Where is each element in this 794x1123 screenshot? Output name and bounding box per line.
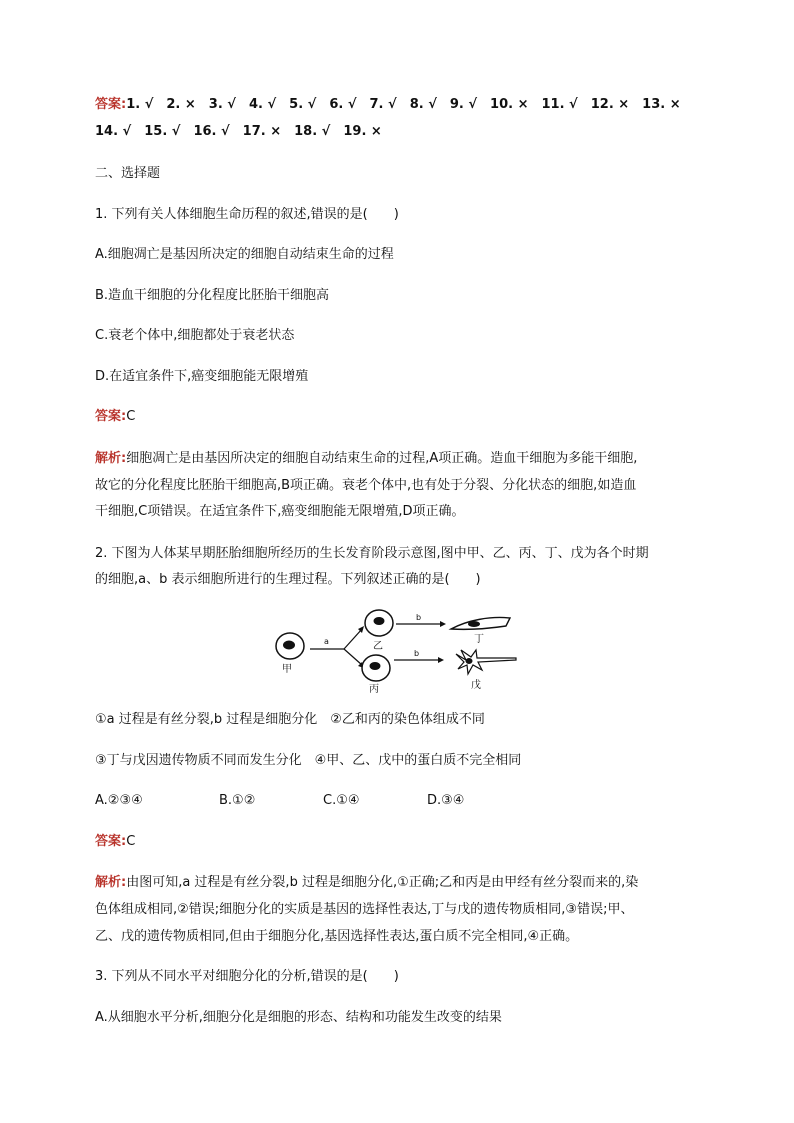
q1-analysis-line1 bbox=[95, 450, 637, 468]
q1-analysis-line2: 故它的分化程度比胚胎干细胞高,B项正确。衰老个体中,也有处于分裂、分化状态的细胞,如造血 bbox=[95, 478, 637, 493]
nucleus-wu bbox=[466, 658, 473, 664]
q2-analysis-label: 解析: bbox=[95, 875, 127, 890]
top-answers bbox=[95, 96, 681, 114]
q2-stem-line2: 的细胞,a、b 表示细胞所进行的生理过程。下列叙述正确的是( ) bbox=[95, 572, 481, 587]
q1-stem: 1. 下列有关人体细胞生命历程的叙述,错误的是( ) bbox=[95, 207, 399, 222]
q2-analysis-line1 bbox=[95, 874, 638, 892]
nucleus-yi bbox=[374, 617, 385, 625]
q1-option-c: C.衰老个体中,细胞都处于衰老状态 bbox=[95, 328, 295, 343]
label-jia: 甲 bbox=[282, 664, 292, 675]
answer-label: 答案: bbox=[95, 97, 127, 112]
q3-stem: 3. 下列从不同水平对细胞分化的分析,错误的是( ) bbox=[95, 969, 399, 984]
arrow-b-top-head bbox=[440, 621, 446, 627]
nucleus-jia bbox=[283, 641, 295, 650]
label-bing: 丙 bbox=[369, 684, 379, 694]
label-b-bottom: b bbox=[414, 649, 420, 658]
q1-option-b: B.造血干细胞的分化程度比胚胎干细胞高 bbox=[95, 288, 330, 303]
answer-list-row1: 1. √ 2. × 3. √ 4. √ 5. √ 6. √ 7. √ 8. √ 9. √ 10. × 11. √ 12. × 13. × bbox=[126, 97, 681, 112]
q1-analysis-text1: 细胞凋亡是由基因所决定的细胞自动结束生命的过程,A项正确。造血干细胞为多能干细胞, bbox=[126, 451, 638, 466]
q1-answer-label: 答案: bbox=[95, 409, 127, 424]
branch-down bbox=[344, 649, 362, 665]
label-yi: 乙 bbox=[373, 641, 383, 652]
arrow-b-bottom-head bbox=[438, 657, 444, 663]
branch-up bbox=[344, 629, 362, 649]
q2-option-c: C.①④ bbox=[323, 793, 360, 808]
q1-analysis-label: 解析: bbox=[95, 451, 127, 466]
cell-differentiation-diagram bbox=[268, 602, 530, 694]
q3-option-a: A.从细胞水平分析,细胞分化是细胞的形态、结构和功能发生改变的结果 bbox=[95, 1010, 502, 1025]
q2-statements-2: ③丁与戊因遗传物质不同而发生分化 ④甲、乙、戊中的蛋白质不完全相同 bbox=[95, 753, 522, 768]
q2-answer-label: 答案: bbox=[95, 834, 127, 849]
label-wu: 戊 bbox=[471, 680, 481, 691]
label-b-top: b bbox=[416, 613, 422, 622]
cell-wu bbox=[456, 650, 516, 674]
cell-ding bbox=[451, 617, 510, 629]
nucleus-bing bbox=[370, 662, 381, 670]
label-ding: 丁 bbox=[474, 634, 484, 645]
q2-option-b: B.①② bbox=[219, 793, 256, 808]
label-a: a bbox=[324, 637, 329, 646]
q1-analysis-line3: 干细胞,C项错误。在适宜条件下,癌变细胞能无限增殖,D项正确。 bbox=[95, 504, 465, 519]
q2-analysis-line2: 色体组成相同,②错误;细胞分化的实质是基因的选择性表达,丁与戊的遗传物质相同,③错误;甲、 bbox=[95, 902, 634, 917]
q1-option-d: D.在适宜条件下,癌变细胞能无限增殖 bbox=[95, 369, 309, 384]
q2-analysis-line3: 乙、戊的遗传物质相同,但由于细胞分化,基因选择性表达,蛋白质不完全相同,④正确。 bbox=[95, 929, 579, 944]
q1-answer-value: C bbox=[126, 409, 136, 424]
q2-answer bbox=[95, 833, 135, 851]
q2-options bbox=[95, 792, 464, 810]
q2-stem-line1: 2. 下图为人体某早期胚胎细胞所经历的生长发育阶段示意图,图中甲、乙、丙、丁、戊为各个时期 bbox=[95, 546, 649, 561]
q2-option-d: D.③④ bbox=[427, 793, 465, 808]
q2-option-a: A.②③④ bbox=[95, 793, 143, 808]
q2-answer-value: C bbox=[126, 834, 136, 849]
q1-answer bbox=[95, 408, 135, 426]
answer-list-row2: 14. √ 15. √ 16. √ 17. × 18. √ 19. × bbox=[95, 124, 382, 139]
q2-statements-1: ①a 过程是有丝分裂,b 过程是细胞分化 ②乙和丙的染色体组成不同 bbox=[95, 712, 485, 727]
q1-option-a: A.细胞凋亡是基因所决定的细胞自动结束生命的过程 bbox=[95, 247, 394, 262]
section-title: 二、选择题 bbox=[95, 166, 161, 181]
nucleus-ding bbox=[468, 621, 480, 627]
q2-analysis-text1: 由图可知,a 过程是有丝分裂,b 过程是细胞分化,①正确;乙和丙是由甲经有丝分裂而来的,染 bbox=[126, 875, 639, 890]
